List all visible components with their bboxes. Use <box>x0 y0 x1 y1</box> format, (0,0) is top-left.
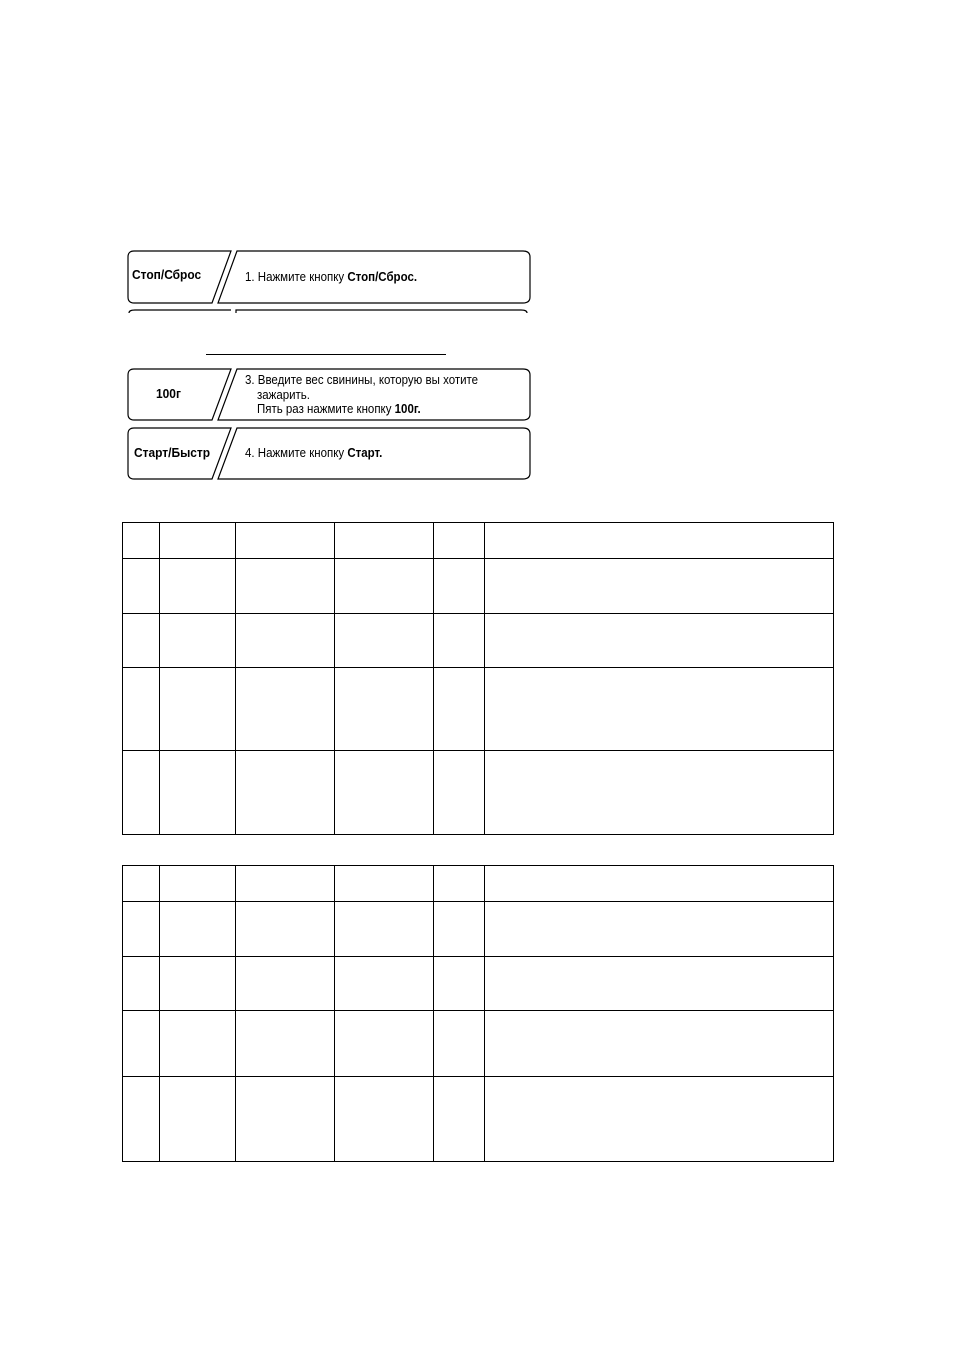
table-cell <box>335 751 434 835</box>
table-cell <box>236 668 335 751</box>
table-cell <box>236 957 335 1011</box>
table-cell <box>160 614 236 668</box>
table-cell <box>236 751 335 835</box>
table-1-header-row <box>123 523 834 559</box>
table-cell <box>123 559 160 614</box>
table-cell <box>485 1077 834 1162</box>
table-cell <box>434 1077 485 1162</box>
table-row <box>123 1011 834 1077</box>
table-cell <box>335 1077 434 1162</box>
table-cell <box>160 751 236 835</box>
table-cell <box>335 523 434 559</box>
table-cell <box>485 866 834 902</box>
table-cell <box>335 1011 434 1077</box>
step-4-line-1 <box>245 446 382 461</box>
table-cell <box>236 1011 335 1077</box>
table-cell <box>123 1011 160 1077</box>
table-cell <box>236 559 335 614</box>
table-cell <box>236 523 335 559</box>
step-4-text <box>245 446 382 461</box>
table-cell <box>434 866 485 902</box>
table-cell <box>434 1011 485 1077</box>
table-cell <box>123 523 160 559</box>
table-row <box>123 668 834 751</box>
table-row <box>123 559 834 614</box>
table-cell <box>160 902 236 957</box>
step-3-detail: Пять раз нажмите кнопку <box>256 402 395 416</box>
step-4-keyword: Старт. <box>347 446 383 460</box>
step-1 <box>125 251 532 303</box>
table-row <box>123 1077 834 1162</box>
table-cell <box>335 614 434 668</box>
step-3-instruction-cont: зажарить. <box>256 387 311 402</box>
table-cell <box>485 614 834 668</box>
table-cell <box>236 1077 335 1162</box>
cooking-table-2 <box>122 865 834 1162</box>
table-cell <box>160 1011 236 1077</box>
table-row <box>123 614 834 668</box>
table-cell <box>160 668 236 751</box>
table-cell <box>335 902 434 957</box>
100g-button: 100г <box>156 386 181 401</box>
table-row <box>123 902 834 957</box>
table-cell <box>485 668 834 751</box>
table-cell <box>434 751 485 835</box>
step-3-line-3 <box>245 402 478 417</box>
table-cell <box>160 957 236 1011</box>
table-cell <box>485 902 834 957</box>
table-cell <box>335 866 434 902</box>
table-cell <box>123 1077 160 1162</box>
table-cell <box>335 668 434 751</box>
step-1-instruction: 1. Нажмите кнопку <box>245 270 348 284</box>
table-cell <box>434 957 485 1011</box>
table-cell <box>160 523 236 559</box>
step-1-line-1 <box>245 270 417 285</box>
step-1-text <box>245 270 417 285</box>
table-cell <box>160 559 236 614</box>
table-cell <box>160 866 236 902</box>
step-1-keyword: Стоп/Сброс. <box>347 270 418 284</box>
table-cell <box>485 751 834 835</box>
table-cell <box>123 614 160 668</box>
section-divider <box>206 354 446 355</box>
table-cell <box>335 957 434 1011</box>
table-row <box>123 751 834 835</box>
step-3-text <box>245 373 478 417</box>
step-4 <box>125 428 532 480</box>
table-cell <box>160 1077 236 1162</box>
table-2-header-row <box>123 866 834 902</box>
step-3 <box>125 369 532 421</box>
stop-reset-button: Стоп/Сброс <box>132 267 202 282</box>
table-cell <box>236 866 335 902</box>
step-3-keyword: 100г. <box>394 402 421 416</box>
step-4-instruction: 4. Нажмите кнопку <box>245 446 348 460</box>
table-cell <box>123 957 160 1011</box>
table-cell <box>236 902 335 957</box>
table-cell <box>485 957 834 1011</box>
table-cell <box>485 559 834 614</box>
table-cell <box>123 751 160 835</box>
step-3-line-1 <box>245 373 478 388</box>
table-cell <box>485 523 834 559</box>
step-3-line-2 <box>245 388 478 403</box>
table-cell <box>123 866 160 902</box>
table-cell <box>434 902 485 957</box>
table-cell <box>485 1011 834 1077</box>
table-cell <box>434 614 485 668</box>
table-cell <box>236 614 335 668</box>
table-cell <box>434 523 485 559</box>
cooking-table-1 <box>122 522 834 835</box>
table-row <box>123 957 834 1011</box>
table-cell <box>123 902 160 957</box>
start-fast-button: Старт/Быстр <box>134 445 211 460</box>
table-cell <box>434 668 485 751</box>
table-cell <box>434 559 485 614</box>
table-cell <box>123 668 160 751</box>
step-3-instruction: 3. Введите вес свинины, которую вы хотите <box>245 373 479 387</box>
table-cell <box>335 559 434 614</box>
